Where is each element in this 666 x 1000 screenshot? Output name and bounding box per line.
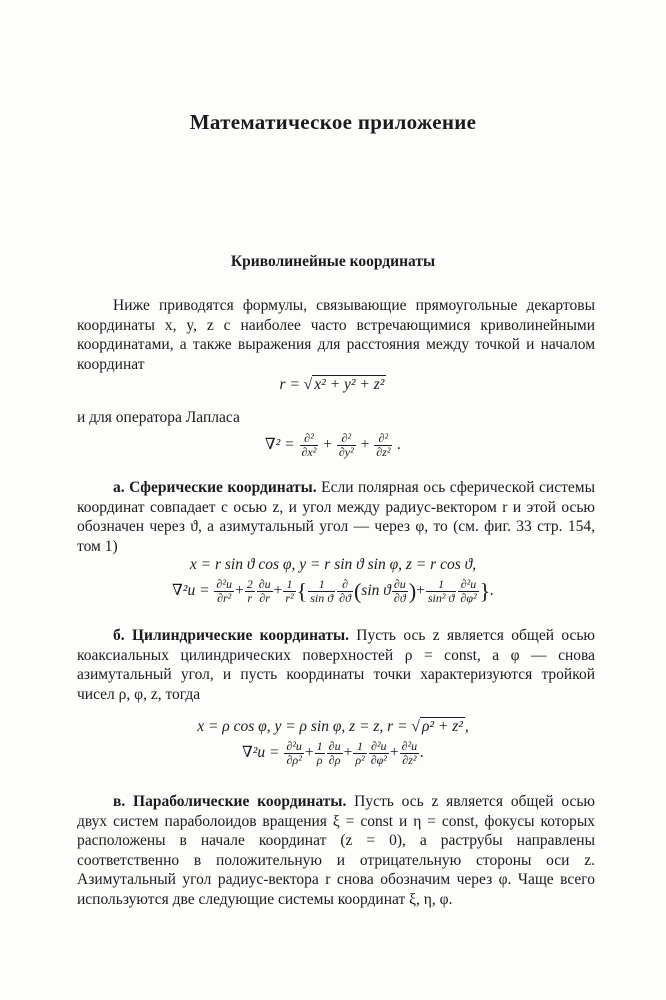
formula-end: . (490, 582, 494, 600)
formula-end: , (464, 718, 469, 735)
frac-den: r² (285, 591, 294, 605)
frac-num: ∂u (258, 577, 271, 591)
frac-num: 1 (353, 740, 366, 754)
frac-den: sin² ϑ (427, 591, 455, 605)
laplace-term-y (337, 432, 356, 459)
frac-num: ∂²u (286, 739, 302, 753)
frac (458, 578, 478, 605)
frac-num: ∂u (328, 739, 341, 753)
formula-distance-radicand: x² + y² + z² (314, 376, 385, 393)
frac-num: ∂² (300, 432, 319, 446)
spherical-text: Если полярная ось сферической системы координат совпадает с осью z, и угол между радиус-вектором r и этой осью обозначен через ϑ, а азимутальный угол — через φ, то (см. фиг. 33 стр. 154, том 1) (77, 479, 595, 555)
frac (369, 740, 389, 767)
section-title: Криволинейные координаты (230, 253, 436, 270)
frac-den: ρ (316, 753, 323, 767)
frac (308, 578, 335, 605)
frac-den: ∂ρ (328, 753, 341, 767)
formula-end: . (420, 744, 425, 762)
frac-den: ∂z² (376, 445, 391, 459)
formula-laplace: ∇² = $\frac{\text{∂²}}{\text{∂x²}}$ + $\frac{\text{∂²}}{\text{∂y²}}$ + $\frac{\text{∂²}}{\text{∂z²}}$ . (264, 431, 402, 459)
spherical-laplace: ∇²u = $\frac{\text{∂²u}}{\text{∂r²}}$ + $\frac{2}{r}$ $\frac{\partial u}{\partial r}$ + $\frac{1}{\text{r²}}$ { $\frac{1}{\text{sin ϑ}}$ $\frac{\partial}{\partial ϑ}$ (sin ϑ $\frac{\partial u}{\partial ϑ}$ )+ $\frac{1}{\text{sin² ϑ}}$ $\frac{\text{∂²u}}{\text{∂φ²}}$ }. (171, 577, 494, 605)
laplace-lhs: ∇² = (264, 436, 295, 454)
frac (353, 740, 366, 767)
cylindrical-paragraph (77, 626, 595, 704)
frac-num: 1 (316, 739, 323, 753)
frac-num: ∂² (374, 432, 392, 446)
frac-den: ρ² (355, 753, 365, 767)
frac-den: ∂φ² (370, 753, 387, 767)
laplace-intro: и для оператора Лапласа (77, 409, 240, 426)
frac-den: ∂ϑ (339, 591, 351, 605)
parabolic-text: Пусть ось z является общей осью двух систем параболоидов вращения ξ = const и η = const, фокусы которых расположены в начале координат (z = 0), а раструбы направлены соответственно в положительную и отрицательную стороны оси z. Азимутальный угол радиус-вектора r снова обозначим через φ. Чаще всего используются две следующие системы координат ξ, η, φ. (77, 793, 595, 908)
frac (337, 578, 353, 605)
formula-distance (0, 376, 666, 394)
cylindrical-coords-text: x = ρ cos φ, y = ρ sin φ, z = z, r = √ (197, 718, 420, 735)
frac-num: ∂ (337, 578, 353, 592)
frac (283, 578, 295, 605)
frac (327, 740, 343, 767)
frac-den: ∂r² (217, 591, 232, 605)
frac (392, 578, 408, 605)
frac-num: ∂²u (458, 578, 478, 592)
frac (400, 740, 420, 767)
frac-den: ∂ϑ (393, 591, 406, 605)
frac (214, 578, 234, 605)
page-title: Математическое приложение (189, 110, 477, 134)
frac-den: ∂r (259, 591, 270, 605)
frac-den: ∂z² (402, 753, 417, 767)
frac (257, 578, 273, 605)
frac (245, 578, 255, 605)
spherical-coords: x = r sin ϑ cos φ, y = r sin ϑ sin φ, z = r cos ϑ, (189, 556, 477, 573)
spherical-laplace-lhs: ∇²u = (171, 582, 210, 600)
frac-den: r (247, 591, 253, 605)
frac-num: 2 (246, 577, 253, 591)
laplace-term-z (374, 432, 392, 459)
cylindrical-coords (0, 718, 666, 736)
parabolic-lead: в. Параболические координаты. (113, 793, 347, 810)
cylindrical-lead: б. Цилиндрические координаты. (113, 627, 349, 644)
frac-num: 1 (308, 578, 335, 592)
frac (315, 740, 325, 767)
cylindrical-radicand: ρ² + z² (421, 718, 463, 735)
frac-num: ∂² (337, 432, 356, 446)
frac-den: ∂φ² (460, 591, 477, 605)
frac-num: ∂u (393, 577, 406, 591)
sin-term: sin ϑ (361, 582, 391, 600)
frac-num: ∂²u (369, 740, 389, 754)
laplace-end: . (397, 436, 402, 454)
frac-num: 1 (426, 578, 457, 592)
frac (426, 578, 457, 605)
parabolic-paragraph (77, 792, 595, 909)
frac-num: 1 (283, 578, 295, 592)
frac-den: ∂ρ² (286, 753, 302, 767)
laplace-term-x (300, 432, 319, 459)
frac-num: ∂²u (401, 739, 418, 753)
frac-den: ∂x² (301, 445, 317, 459)
frac-den: sin ϑ (310, 591, 334, 605)
frac-num: ∂²u (216, 577, 232, 591)
cylindrical-laplace: ∇²u = $\frac{\text{∂²u}}{\text{∂ρ²}}$ + $\frac{1}{\rho}$ $\frac{\partial u}{\partial\rho}$ + $\frac{1}{\text{ρ²}}$ $\frac{\text{∂²u}}{\text{∂φ²}}$ + $\frac{\text{∂²u}}{\text{∂z²}}$ . (241, 739, 425, 767)
frac (284, 740, 304, 767)
cylindrical-laplace-lhs: ∇²u = (241, 744, 280, 762)
frac-den: ∂y² (338, 445, 354, 459)
intro-paragraph: Ниже приводятся формулы, связывающие прямоугольные декартовы координаты x, y, z с наиболее часто встречающимися криволинейными координатами, а также выражения для расстояния между точкой и началом координат (77, 297, 595, 373)
spherical-paragraph (77, 478, 595, 556)
cylindrical-text: Пусть ось z является общей осью коаксиальных цилиндрических поверхностей ρ = const, а φ — снова азимутальный угол, и пусть координаты точки характеризуются тройкой чисел ρ, φ, z, тогда (77, 627, 596, 703)
formula-distance-lhs: r = √ (279, 376, 313, 393)
spherical-lead: а. Сферические координаты. (113, 479, 317, 496)
